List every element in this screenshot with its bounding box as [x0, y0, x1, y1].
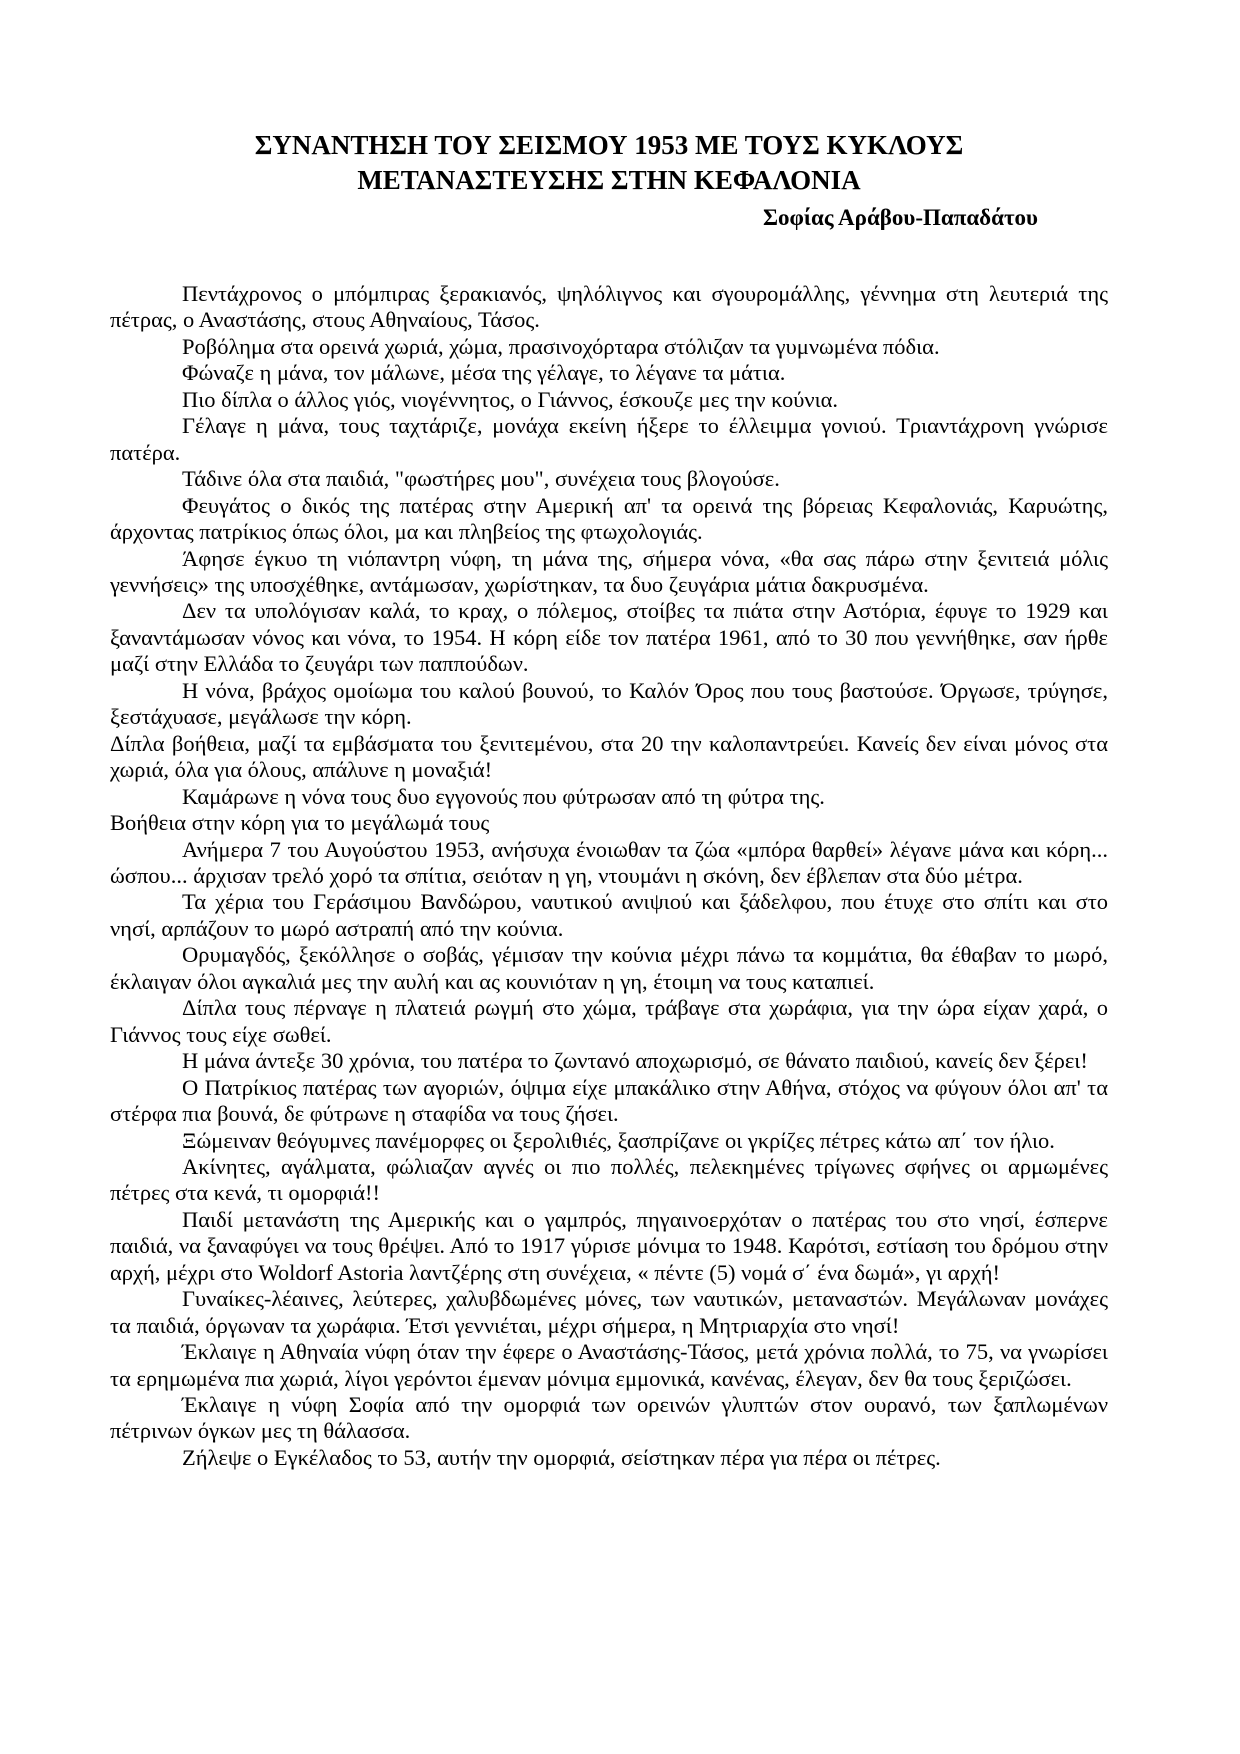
- paragraph: Ακίνητες, αγάλματα, φώλιαζαν αγνές οι πιο πολλές, πελεκημένες τρίγωνες σφήνες οι αρμωμένες πέτρες στα κενά, τι ομορφιά!!: [110, 1153, 1108, 1206]
- paragraph: Ο Πατρίκιος πατέρας των αγοριών, όψιμα είχε μπακάλικο στην Αθήνα, στόχος να φύγουν όλοι απ' τα στέρφα πια βουνά, δε φύτρωνε η σταφίδα να τους ζήσει.: [110, 1074, 1108, 1127]
- paragraph: Γυναίκες-λέαινες, λεύτερες, χαλυβδωμένες μόνες, των ναυτικών, μεταναστών. Μεγάλωναν μονάχες τα παιδιά, όργωναν τα χωράφια. Έτσι γεννιέται, μέχρι σήμερα, η Μητριαρχία στο νησί!: [110, 1286, 1108, 1338]
- paragraph: Ζήλεψε ο Εγκέλαδος το 53, αυτήν την ομορφιά, σείστηκαν πέρα για πέρα οι πέτρες.: [182, 1444, 941, 1470]
- document-title-line-2: ΜΕΤΑΝΑΣΤΕΥΣΗΣ ΣΤΗΝ ΚΕΦΑΛΟΝΙΑ: [357, 165, 861, 195]
- paragraph: Τάδινε όλα στα παιδιά, "φωστήρες μου", συνέχεια τους βλογούσε.: [182, 466, 780, 492]
- paragraph: Η μάνα άντεξε 30 χρόνια, του πατέρα το ζωντανό αποχωρισμό, σε θάνατο παιδιού, κανείς δεν ξέρει!: [182, 1048, 1088, 1074]
- paragraph: Φευγάτος ο δικός της πατέρας στην Αμερική απ' τα ορεινά της βόρειας Κεφαλονιάς, Καρυώτης, άρχοντας πατρίκιος όπως όλοι, μα και πληβείος της φτωχολογιάς.: [110, 492, 1108, 545]
- paragraph: Τα χέρια του Γεράσιμου Βανδώρου, ναυτικού ανιψιού και ξάδελφου, που έτυχε στο σπίτι και στο νησί, αρπάζουν το μωρό αστραπή από την κούνια.: [110, 889, 1108, 941]
- paragraph: Έκλαιγε η Αθηναία νύφη όταν την έφερε ο Αναστάσης-Τάσος, μετά χρόνια πολλά, το 75, να γνωρίσει τα ερημωμένα πια χωριά, λίγοι γερόντοι έμεναν μόνιμα εμμονικά, κανένας, έλεγαν, δεν θα τους ξεριζώσει.: [110, 1339, 1108, 1391]
- paragraph: Καμάρωνε η νόνα τους δυο εγγονούς που φύτρωσαν από τη φύτρα της.: [182, 783, 825, 809]
- paragraph: Δίπλα βοήθεια, μαζί τα εμβάσματα του ξενιτεμένου, στα 20 την καλοπαντρεύει. Κανείς δεν είναι μόνος στα χωριά, όλα για όλους, απάλυνε η μοναξιά!: [110, 730, 1108, 783]
- paragraph: Δίπλα τους πέρναγε η πλατειά ρωγμή στο χώμα, τράβαγε στα χωράφια, για την ώρα είχαν χαρά, ο Γιάννος τους είχε σωθεί.: [110, 995, 1108, 1047]
- paragraph: Φώναζε η μάνα, τον μάλωνε, μέσα της γέλαγε, το λέγανε τα μάτια.: [182, 360, 786, 386]
- author-byline: Σοφίας Αράβου-Παπαδάτου: [763, 205, 1038, 230]
- document-title-line-1: ΣΥΝΑΝΤΗΣΗ ΤΟΥ ΣΕΙΣΜΟΥ 1953 ΜΕ ΤΟΥΣ ΚΥΚΛΟΥΣ: [254, 130, 964, 160]
- paragraph: Βοήθεια στην κόρη για το μεγάλωμά τους: [110, 810, 490, 836]
- paragraph: Ορυμαγδός, ξεκόλλησε ο σοβάς, γέμισαν την κούνια μέχρι πάνω τα κομμάτια, θα έθαβαν το μωρό, έκλαιγαν όλοι αγκαλιά μες την αυλή και ας κουνιόταν η γη, έτοιμη να τους καταπιεί.: [110, 942, 1108, 994]
- paragraph: Πιο δίπλα ο άλλος γιός, νιογέννητος, ο Γιάννος, έσκουζε μες την κούνια.: [182, 386, 839, 412]
- paragraph: Πεντάχρονος ο μπόμπιρας ξερακιανός, ψηλόλιγνος και σγουρομάλλης, γέννημα στη λευτεριά της πέτρας, ο Αναστάσης, στους Αθηναίους, Τάσος.: [110, 281, 1108, 333]
- paragraph: Ξώμειναν θεόγυμνες πανέμορφες οι ξερολιθιές, ξασπρίζανε οι γκρίζες πέτρες κάτω απ΄ τον ήλιο.: [182, 1127, 1055, 1153]
- paragraph: Η νόνα, βράχος ομοίωμα του καλού βουνού, το Καλόν Όρος που τους βαστούσε. Όργωσε, τρύγησε, ξεστάχυασε, μεγάλωσε την κόρη.: [110, 677, 1108, 730]
- paragraph: Άφησε έγκυο τη νιόπαντρη νύφη, τη μάνα της, σήμερα νόνα, «θα σας πάρω στην ξενιτειά μόλις γεννήσεις» της υποσχέθηκε, αντάμωσαν, χωρίστηκαν, τα δυο ζευγάρια μάτια δακρυσμένα.: [110, 545, 1108, 597]
- paragraph: Έκλαιγε η νύφη Σοφία από την ομορφιά των ορεινών γλυπτών στον ουρανό, των ξαπλωμένων πέτρινων όγκων μες τη θάλασσα.: [110, 1392, 1108, 1444]
- document-body: [110, 281, 1108, 1471]
- paragraph: Παιδί μετανάστη της Αμερικής και ο γαμπρός, πηγαινοερχόταν ο πατέρας του στο νησί, έσπερνε παιδιά, να ξαναφύγει να τους θρέψει. Από το 1917 γύρισε μόνιμα το 1948. Καρότσι, εστίαση του δρόμου στην αρχή, μέχρι στο Woldorf Astoria λαντζέρης στη συνέχεια, « πέντε (5) νομά σ΄ ένα δωμά», γι αρχή!: [110, 1206, 1108, 1285]
- paragraph: Γέλαγε η μάνα, τους ταχτάριζε, μονάχα εκείνη ήξερε το έλλειμμα γονιού. Τριαντάχρονη γνώρισε πατέρα.: [110, 413, 1108, 465]
- paragraph: Ανήμερα 7 του Αυγούστου 1953, ανήσυχα ένοιωθαν τα ζώα «μπόρα θαρθεί» λέγανε μάνα και κόρη... ώσπου... άρχισαν τρελό χορό τα σπίτια, σειόταν η γη, ντουμάνι η σκόνη, δεν έβλεπαν στα δύο μέτρα.: [110, 836, 1108, 888]
- paragraph: Ροβόλημα στα ορεινά χωριά, χώμα, πρασινοχόρταρα στόλιζαν τα γυμνωμένα πόδια.: [182, 333, 940, 359]
- paragraph: Δεν τα υπολόγισαν καλά, το κραχ, ο πόλεμος, στοίβες τα πιάτα στην Αστόρια, έφυγε το 1929 και ξαναντάμωσαν νόνος και νόνα, το 1954. Η κόρη είδε τον πατέρα 1961, από το 30 που γεννήθηκε, σαν ήρθε μαζί στην Ελλάδα το ζευγάρι των παππούδων.: [110, 598, 1108, 677]
- document-title: [110, 128, 1108, 198]
